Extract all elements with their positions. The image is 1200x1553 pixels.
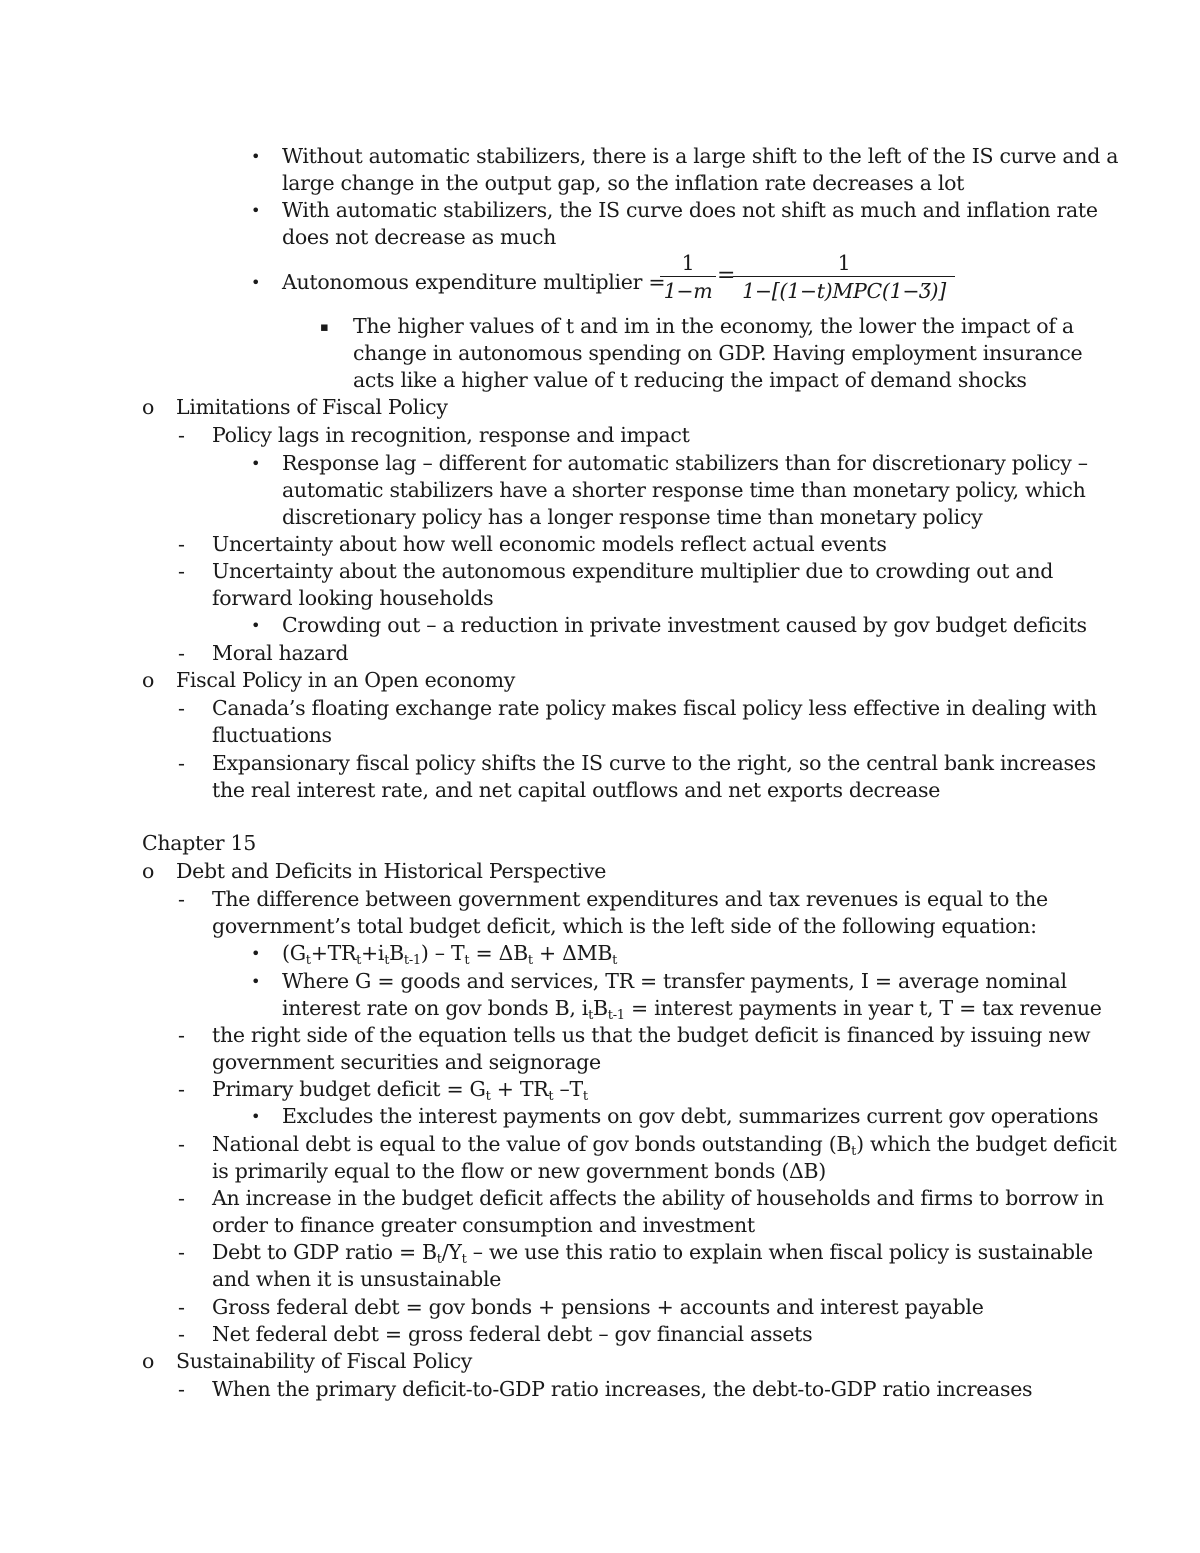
- square-bullet: ▪: [320, 320, 329, 335]
- text-line: Expansionary fiscal policy shifts the IS curve to the right, so the central bank increases: [212, 751, 1096, 775]
- text-line: acts like a higher value of t reducing the impact of demand shocks: [353, 368, 1027, 392]
- text-line: When the primary deficit-to-GDP ratio increases, the debt-to-GDP ratio increases: [212, 1377, 1033, 1401]
- text-line: the real interest rate, and net capital outflows and net exports decrease: [212, 778, 941, 802]
- text-line: Excludes the interest payments on gov debt, summarizes current gov operations: [282, 1104, 1099, 1128]
- dash-bullet: -: [178, 887, 185, 911]
- text-line: Policy lags in recognition, response and impact: [212, 423, 690, 447]
- bullet: •: [251, 616, 261, 635]
- dash-bullet: -: [178, 559, 185, 583]
- numerator: 1: [837, 251, 851, 275]
- circle-bullet: o: [142, 1349, 155, 1373]
- bullet: •: [251, 972, 261, 991]
- text-line: Canada’s floating exchange rate policy makes fiscal policy less effective in dealing with: [212, 696, 1097, 720]
- text-line: large change in the output gap, so the inflation rate decreases a lot: [282, 171, 965, 195]
- text-line: Without automatic stabilizers, there is a large shift to the left of the IS curve and a: [282, 144, 1119, 168]
- dash-bullet: -: [178, 1377, 185, 1401]
- text-line: fluctuations: [212, 723, 332, 747]
- bullet: •: [251, 273, 261, 292]
- dash-bullet: -: [178, 1240, 185, 1264]
- text-line: With automatic stabilizers, the IS curve does not shift as much and inflation rate: [282, 198, 1098, 222]
- text-line: Moral hazard: [212, 641, 349, 665]
- denominator: 1−[(1−t)MPC(1−Ʒ)]: [742, 279, 946, 303]
- fraction-2: [733, 250, 955, 305]
- dash-bullet: -: [178, 641, 185, 665]
- text-line: government’s total budget deficit, which is the left side of the following equation:: [212, 914, 1037, 938]
- text-line: The higher values of t and im in the economy, the lower the impact of a: [353, 314, 1074, 338]
- text-line: is primarily equal to the flow or new government bonds (ΔB): [212, 1159, 826, 1183]
- dash-bullet: -: [178, 751, 185, 775]
- text-line: the right side of the equation tells us that the budget deficit is financed by issuing new: [212, 1023, 1091, 1047]
- text-line: National debt is equal to the value of gov bonds outstanding $(B_t)$ which the budget deficit: [212, 1132, 1117, 1159]
- dash-bullet: -: [178, 1322, 185, 1346]
- bullet: •: [251, 201, 261, 220]
- budget-equation: $(G_t+TR_t+i_tB_{t-1}) - T_t = \Delta B_t + \Delta MB_t$: [282, 941, 618, 968]
- dash-bullet: -: [178, 1132, 185, 1156]
- dash-bullet: -: [178, 1295, 185, 1319]
- text-line: discretionary policy has a longer response time than monetary policy: [282, 505, 983, 529]
- dash-bullet: -: [178, 696, 185, 720]
- circle-bullet: o: [142, 859, 155, 883]
- bullet: •: [251, 1107, 261, 1126]
- circle-bullet: o: [142, 395, 155, 419]
- text-line: Uncertainty about how well economic models reflect actual events: [212, 532, 887, 556]
- text-line: Primary budget deficit = $G_t + TR_t$ $-T_t$: [212, 1077, 588, 1104]
- denominator: 1−m: [663, 279, 713, 303]
- dash-bullet: -: [178, 1023, 185, 1047]
- equals-sign: =: [717, 263, 736, 288]
- section-heading: Debt and Deficits in Historical Perspective: [176, 859, 607, 883]
- circle-bullet: o: [142, 668, 155, 692]
- dash-bullet: -: [178, 1077, 185, 1101]
- text-line: Gross federal debt = gov bonds + pensions + accounts and interest payable: [212, 1295, 984, 1319]
- dash-bullet: -: [178, 423, 185, 447]
- text-line: government securities and seignorage: [212, 1050, 601, 1074]
- text-line: The difference between government expenditures and tax revenues is equal to the: [212, 887, 1048, 911]
- bullet: •: [251, 944, 261, 963]
- multiplier-label: Autonomous expenditure multiplier =: [282, 270, 666, 294]
- text-line: order to finance greater consumption and investment: [212, 1213, 755, 1237]
- section-heading: Limitations of Fiscal Policy: [176, 395, 448, 419]
- text-line: Response lag – different for automatic stabilizers than for discretionary policy –: [282, 451, 1088, 475]
- text-line: Debt to GDP ratio = $B_t/Y_t$ – we use this ratio to explain when fiscal policy is sustainable: [212, 1240, 1093, 1267]
- text-line: forward looking households: [212, 586, 494, 610]
- text-line: Where G = goods and services, TR = transfer payments, I = average nominal: [282, 969, 1067, 993]
- chapter-heading: Chapter 15: [142, 831, 257, 855]
- bullet: •: [251, 454, 261, 473]
- numerator: 1: [681, 251, 695, 275]
- text-line: Crowding out – a reduction in private investment caused by gov budget deficits: [282, 613, 1087, 637]
- dash-bullet: -: [178, 1186, 185, 1210]
- text-line: Uncertainty about the autonomous expenditure multiplier due to crowding out and: [212, 559, 1054, 583]
- bullet: •: [251, 147, 261, 166]
- text-line: change in autonomous spending on GDP. Having employment insurance: [353, 341, 1083, 365]
- dash-bullet: -: [178, 532, 185, 556]
- section-heading: Sustainability of Fiscal Policy: [176, 1349, 473, 1373]
- text-line: does not decrease as much: [282, 225, 557, 249]
- fraction-1: [660, 250, 716, 305]
- text-line: An increase in the budget deficit affects the ability of households and firms to borrow in: [212, 1186, 1104, 1210]
- text-line: Net federal debt = gross federal debt – gov financial assets: [212, 1322, 813, 1346]
- section-heading: Fiscal Policy in an Open economy: [176, 668, 515, 692]
- text-line: and when it is unsustainable: [212, 1267, 502, 1291]
- text-line: automatic stabilizers have a shorter response time than monetary policy, which: [282, 478, 1086, 502]
- text-line: interest rate on gov bonds B, $i_tB_{t-1}$ = interest payments in year t, T = tax revenue: [282, 996, 1102, 1023]
